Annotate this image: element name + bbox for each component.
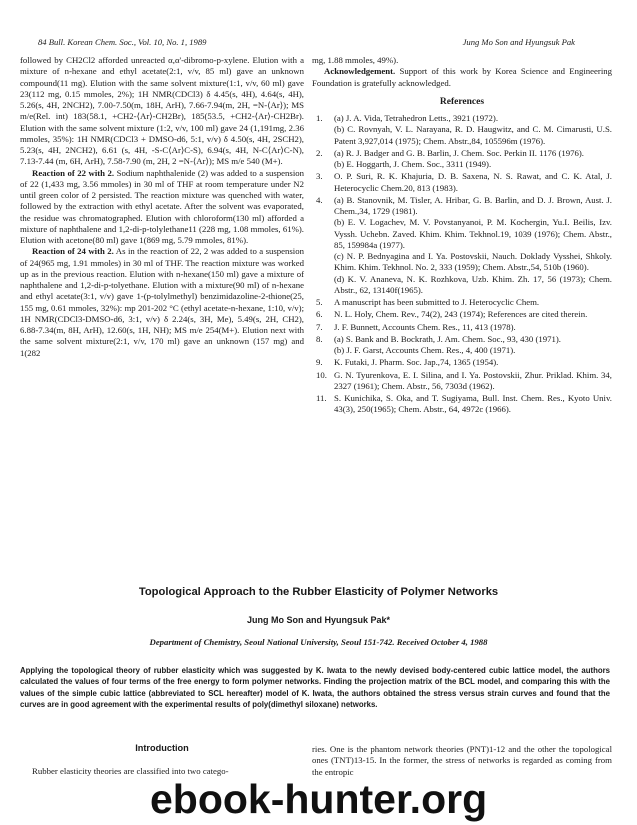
reference-number: 5. — [316, 297, 323, 307]
reference-text: J. F. Bunnett, Accounts Chem. Res., 11, 413 (1978). — [334, 321, 516, 332]
reference-item — [312, 297, 612, 308]
article-affiliation: Department of Chemistry, Seoul National University, Seoul 151-742. Received October 4, 1988 — [149, 637, 488, 647]
reference-subitem: (b) J. F. Garst, Accounts Chem. Res., 4, 400 (1971). — [334, 345, 516, 355]
experimental-paragraph-3 — [20, 246, 304, 359]
reaction-text-22: Sodium naphthalenide (2) was added to a suspension of 22 (1,433 mg, 3.56 mmoles) in 30 ml of THF at room temperature under N2 until green color of 2 persisted. The reaction mixture was quenched with water, followed by the extraction with ethyl acetate. After the solvent was evaporated, the residue was chromatographed. Elution with chloroform(130 ml) afforded a mixture of naphthalene and 1,2-di-p-tolylethane11 (228 mg, 1.08 mmoles, 61%). Elution with acetone(80 ml) gave 1(869 mg, 5.79 mmoles, 81%). — [20, 167, 305, 245]
article-abstract: Applying the topological theory of rubber elasticity which was suggested by K. Iwata to the newly devised body-centered cubic lattice model, the authors calculated the values of four terms of the free energy to form polymer networks. Finding the projection matrix of the BCL model, and comparing this with the values of the simple cubic lattice (abbreviated to SCL hereafter) model of K. Iwata, the authors obtained the stress versus strain curves and found that the curves are in good agreement with the experimental results of poly(dimethyl siloxane) networks. — [20, 666, 610, 709]
reference-text: (a) S. Bank and B. Bockrath, J. Am. Chem. Soc., 93, 430 (1971). — [334, 333, 561, 344]
reference-item — [312, 370, 612, 393]
reaction-heading-24: Reaction of 24 with 2. — [32, 246, 114, 257]
reference-text: S. Kunichika, S. Oka, and T. Sugiyama, Bull. Inst. Chem. Res., Kyoto Univ. 43(3), 250(1965); Chem. Abstr., 64, 4972c (1966). — [334, 393, 612, 415]
continued-text: mg, 1.88 mmoles, 49%). — [312, 55, 399, 65]
reference-number: 1. — [316, 113, 323, 123]
reference-number: 6. — [316, 309, 323, 320]
references-heading: References — [439, 96, 485, 107]
reference-number: 2. — [316, 147, 323, 158]
reference-item — [312, 393, 612, 416]
experimental-paragraph-2 — [20, 168, 304, 247]
reference-text: G. N. Tyurenkova, E. I. Silina, and I. Ya. Postovskii, Zhur. Priklad. Khim. 34, 2327 (1961); Chem. Abstr., 56, 7303d (1962). — [334, 369, 612, 391]
reference-number: 9. — [316, 357, 323, 368]
reference-item — [312, 113, 612, 147]
reaction-heading-22: Reaction of 22 with 2. — [32, 167, 115, 178]
reference-text: A manuscript has been submitted to J. Heterocyclic Chem. — [334, 297, 540, 307]
reference-item — [312, 334, 612, 357]
reference-number: 10. — [316, 369, 327, 380]
reference-number: 11. — [316, 393, 327, 403]
reaction-text-24: As in the reaction of 22, 2 was added to a suspension of 24(965 mg, 1.91 mmoles) in 30 ml of THF. The reaction mixture was worked up as in the previous reaction. Elution with n-hexane(150 ml) gave a mixture of naphthalene and 1,2-di-p-tolyethane. Elution with a mixture(90 ml) of n-hexane and ethyl acetate(3:1, v/v) gave 1-(p-tolylmethyl) benzimidazoline-2-thione(25, 155 mg, 0.61 mmoles, 32%): mp 201-202 °C (ethyl acetate-n-hexane, 1:10, v/v); 1H NMR(CDCl3-DMSO-d6, 3:1, v/v) δ 2.24(s, 3H, Me), 5.49(s, 2H, CH2), 6.88-7.34(m, 8H, ArH), 12.60(s, 1H, NH); MS m/e 254(M+). Elution next with the same solvent mixture(2:1, v/v, 170 ml) gave an unknown (157 mg) and 1(282 — [20, 246, 304, 358]
introduction-text-right: ries. One is the phantom network theories (PNT)1-12 and the other the topological ones (TNT)13-15. In the former, the stress of networks is regarded as coming from the entropic — [312, 744, 612, 777]
reference-number: 4. — [316, 194, 323, 205]
reference-text: O. P. Suri, R. K. Khajuria, D. B. Saxena, N. S. Rawat, and C. K. Atal, J. Heterocyclic Chem.20, 813 (1983). — [334, 171, 612, 193]
reference-subitem: (c) N. P. Bednyagina and I. Ya. Postovskii, Nauch. Doklady Vysshei, Shkoly. Khim. Khim. Tekhnol. No. 2, 333 (1959); Chem. Abstr.,54, 510b (1960). — [334, 251, 612, 273]
acknowledgement-text: Support of this work by Korea Science and Engineering Foundation is gratefully acknowledged. — [312, 66, 613, 88]
references-list — [312, 113, 612, 416]
reference-subitem: (d) K. V. Ananeva, N. K. Rozhkova, Uzb. Khim. Zh. 17, 56 (1973); Chem. Abstr., 62, 13140f(1965). — [334, 273, 612, 295]
reference-number: 3. — [316, 171, 323, 182]
reference-number: 7. — [316, 321, 323, 332]
acknowledgement-title: Acknowledgement. — [324, 66, 396, 77]
right-column — [312, 55, 612, 417]
watermark-link[interactable]: ebook-hunter.org — [150, 776, 488, 822]
article-authors: Jung Mo Son and Hyungsuk Pak* — [246, 615, 390, 625]
running-header-right: Jung Mo Son and Hyungsuk Pak — [462, 37, 575, 47]
reference-item — [312, 171, 612, 194]
reference-text: (a) J. A. Vida, Tetrahedron Letts., 3921 (1972). — [334, 113, 499, 123]
introduction-text-left: Rubber elasticity theories are classified into two catego- — [32, 766, 229, 776]
reference-text: N. L. Holy, Chem. Rev., 74(2), 243 (1974); References are cited therein. — [334, 309, 588, 320]
reference-item — [312, 309, 612, 320]
reference-item — [312, 148, 612, 171]
experimental-paragraph-1: followed by CH2Cl2 afforded unreacted α,α'-dibromo-p-xylene. Elution with a mixture of n-hexane and ethyl acetate(2:1, v/v, 85 ml) gave an unknown compound(11 mg). Elution with the same solvent mixture(1:1, v/v, 60 ml) gave 23(112 mg, 0.15 mmoles, 2%); 1H NMR(CDCl3) δ 4.45(s, 4H), 4.64(s, 4H), 5.26(s, 4H, 2NCH2), 7.00-7.50(m, 18H, ArH), 7.66-7.94(m, 2H, =N-⟨Ar⟩); MS m/e(Rel. int) 183(58.1, +CH2-⟨Ar⟩-CH2Br), 185(53.5, +CH2-⟨Ar⟩-CH2Br). Elution with the same solvent mixture (1:2, v/v, 100 ml) gave 24 (1,191mg, 2.36 mmoles, 35%): 1H NMR(CDCl3 + DMSO-d6, 5:1, v/v) δ 4.50(s, 4H, 2SCH2), 5.23(s, 4H, 2NCH2), 6.61 (s, 4H, -S-C⟨Ar⟩C-S), 6.94(s, 4H, N-C⟨Ar⟩C-N), 7.13-7.44 (m, 6H, ArH), 7.58-7.90 (m, 2H, 2 =N-⟨Ar⟩); MS m/e 540 (M+). — [20, 55, 304, 167]
reference-item — [312, 322, 612, 333]
left-column — [20, 55, 304, 359]
article-title: Topological Approach to the Rubber Elasticity of Polymer Networks — [138, 586, 499, 598]
reference-item — [312, 357, 612, 368]
reference-subitem: (b) C. Rovnyah, V. L. Narayana, R. D. Haugwitz, and C. M. Cimarusti, U.S. Patent 3,927,014 (1975); Chem. Abstr.,84, 105596m (1976). — [334, 124, 612, 146]
reference-text: (a) B. Stanovnik, M. Tisler, A. Hribar, G. B. Barlin, and D. J. Brown, Aust. J. Chem.,34, 1729 (1981). — [334, 194, 612, 216]
reference-number: 8. — [316, 333, 323, 344]
introduction-heading: Introduction — [135, 743, 189, 753]
reference-item — [312, 195, 612, 296]
reference-text: K. Futaki, J. Pharm. Soc. Jap.,74, 1365 (1954). — [334, 357, 499, 368]
reference-subitem: (b) E. V. Logachev, M. V. Povstanyanoi, P. M. Kochergin, Yu.I. Beilis, Izv. Vyssh. Uchebn. Zaved. Khim. Khim. Tekhnol.19, 1039 (1976); Chem. Abstr., 85, 159984a (1977). — [334, 217, 612, 250]
acknowledgement — [312, 66, 612, 89]
running-header-left: 84 Bull. Korean Chem. Soc., Vol. 10, No. 1, 1989 — [38, 37, 207, 47]
reference-text: (a) R. J. Badger and G. B. Barlin, J. Chem. Soc. Perkin II. 1176 (1976). — [334, 147, 584, 158]
reference-subitem: (b) E. Hoggarth, J. Chem. Soc., 3311 (1949). — [334, 159, 492, 169]
